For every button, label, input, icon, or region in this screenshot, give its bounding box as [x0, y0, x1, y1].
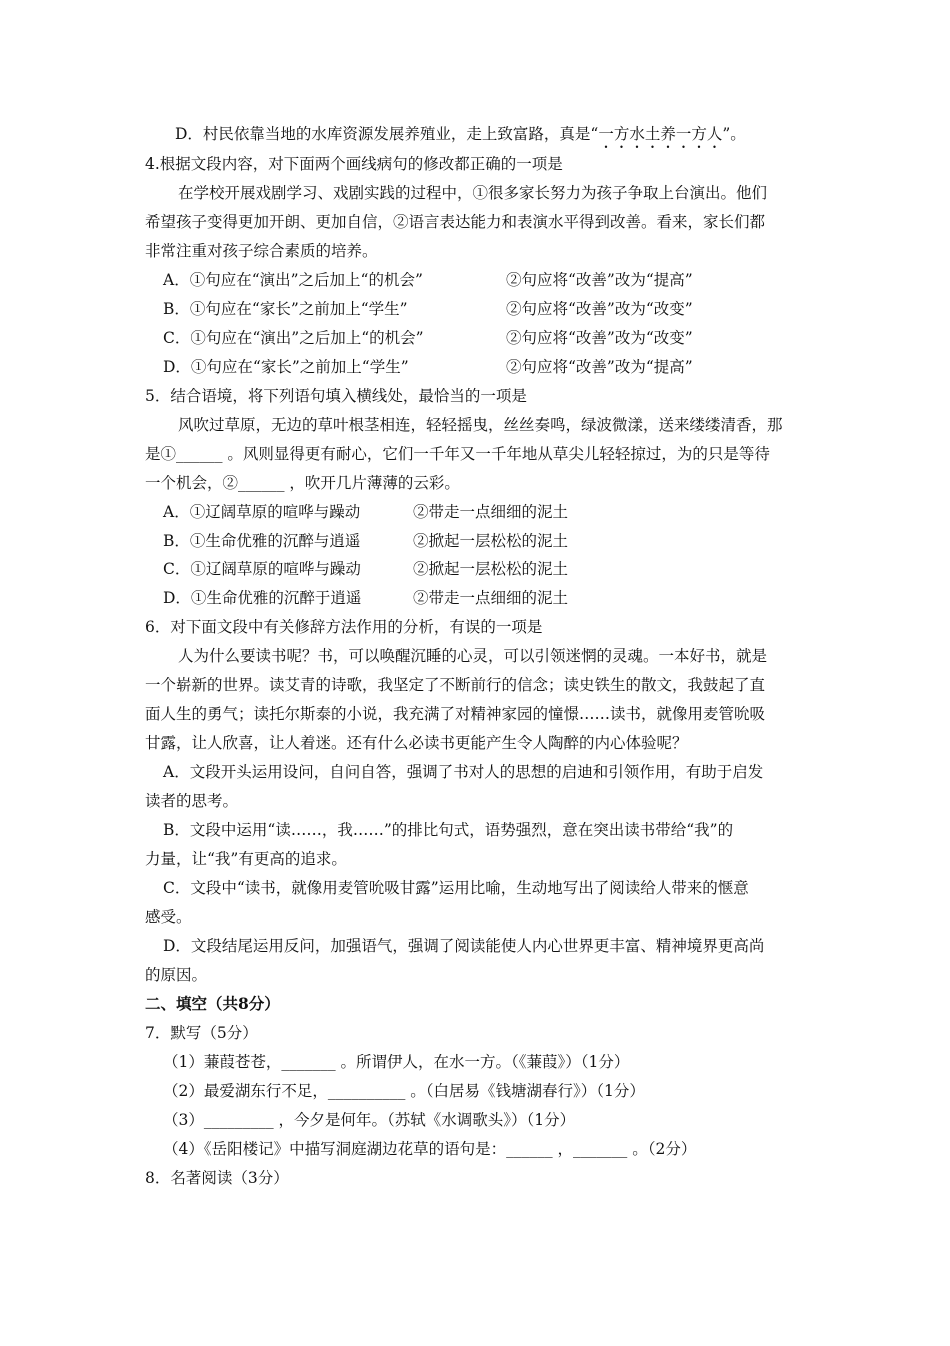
q6-passage-line: 面人生的勇气；读托尔斯泰的小说，我充满了对精神家园的憧憬……读书，就像用麦管吮吸 — [145, 705, 766, 723]
q4-option-d-part1: D．①句应在“家长”之前加上“学生” — [163, 358, 409, 376]
q5-option-c-part1: C．①辽阔草原的喧哗与躁动 — [163, 560, 361, 578]
q5-option-d-part1: D．①生命优雅的沉醉于逍遥 — [163, 589, 362, 607]
q7-item: （3）_________ ，今夕是何年。（苏轼《水调歌头》）（1分） — [163, 1111, 576, 1129]
q5-option-b — [163, 531, 828, 551]
q6-option-c: C．文段中“读书，就像用麦管吮吸甘露”运用比喻，生动地写出了阅读给人带来的惬意 — [163, 879, 749, 897]
q5-option-a-part1: A．①辽阔草原的喧哗与躁动 — [163, 503, 361, 521]
q5-passage-line: 风吹过草原，无边的草叶根茎相连，轻轻摇曳，丝丝奏鸣，绿波微漾，送来缕缕清香，那 — [178, 416, 783, 434]
q4-option-c-part1: C．①句应在“演出”之后加上“的机会” — [163, 329, 424, 347]
q4-option-a-part2: ②句应将“改善”改为“提高” — [506, 271, 693, 289]
q7-item: （2）最爱湖东行不足，__________ 。（白居易《钱塘湖春行》）（1分） — [163, 1082, 645, 1100]
q4-option-d-part2: ②句应将“改善”改为“提高” — [506, 358, 693, 376]
q6-option-a: A．文段开头运用设问，自问自答，强调了书对人的思想的启迪和引领作用，有助于启发 — [163, 763, 764, 781]
q5-option-a — [163, 502, 828, 522]
q5-option-c — [163, 559, 828, 579]
q6-passage-line: 人为什么要读书呢？书，可以唤醒沉睡的心灵，可以引领迷惘的灵魂。一本好书，就是 — [178, 647, 768, 665]
q4-option-a — [163, 270, 828, 290]
q4-option-d — [163, 357, 828, 377]
q6-option-d-cont: 的原因。 — [145, 966, 208, 984]
q4-option-b-part1: B．①句应在“家长”之前加上“学生” — [163, 300, 408, 318]
q4-option-a-part1: A．①句应在“演出”之后加上“的机会” — [163, 271, 423, 289]
q3-option-d-end: ”。 — [722, 125, 746, 143]
q6-passage-line: 甘露，让人欣喜，让人着迷。还有什么必读书更能产生令人陶醉的内心体验呢？ — [145, 734, 688, 752]
q4-stem: 4.根据文段内容，对下面两个画线病句的修改都正确的一项是 — [145, 155, 563, 173]
q6-stem: 6．对下面文段中有关修辞方法作用的分析，有误的一项是 — [145, 618, 543, 636]
q3-option-d — [175, 124, 840, 152]
q7-stem: 7．默写（5分） — [145, 1024, 258, 1042]
q4-option-c — [163, 328, 828, 348]
q5-passage-line: 是①______ 。风则显得更有耐心，它们一千年又一千年地从草尖儿轻轻掠过，为的只是等待 — [145, 445, 770, 463]
q5-option-d-part2: ②带走一点细细的泥土 — [413, 589, 569, 607]
q3-option-d-text: D．村民依靠当地的水库资源发展养殖业，走上致富路，真是“ — [175, 125, 599, 143]
q5-option-d — [163, 588, 828, 608]
q6-option-b-cont: 力量，让“我”有更高的追求。 — [145, 850, 347, 868]
q7-item: （4）《岳阳楼记》中描写洞庭湖边花草的语句是：______ ，_______ 。（2分） — [163, 1140, 697, 1158]
q7-item: （1）蒹葭苍苍，_______ 。所谓伊人，在水一方。（《蒹葭》）（1分） — [163, 1053, 630, 1071]
q5-option-b-part1: B．①生命优雅的沉醉与逍遥 — [163, 532, 361, 550]
q3-option-d-emphasis: 一方水土养一方人 — [598, 125, 723, 143]
q6-option-c-cont: 感受。 — [145, 908, 192, 926]
q5-passage-line: 一个机会，②______ ，吹开几片薄薄的云彩。 — [145, 474, 460, 492]
q5-option-b-part2: ②掀起一层松松的泥土 — [413, 532, 569, 550]
q6-option-b: B．文段中运用“读……，我……”的排比句式，语势强烈，意在突出读书带给“我”的 — [163, 821, 734, 839]
q4-option-b-part2: ②句应将“改善”改为“改变” — [506, 300, 693, 318]
q4-option-c-part2: ②句应将“改善”改为“改变” — [506, 329, 693, 347]
q6-passage-line: 一个崭新的世界。读艾青的诗歌，我坚定了不断前行的信念；读史铁生的散文，我鼓起了直 — [145, 676, 766, 694]
q5-option-a-part2: ②带走一点细细的泥土 — [413, 503, 569, 521]
q6-option-a-cont: 读者的思考。 — [145, 792, 239, 810]
q4-passage-line: 非常注重对孩子综合素质的培养。 — [145, 242, 378, 260]
q4-passage-line: 在学校开展戏剧学习、戏剧实践的过程中，①很多家长努力为孩子争取上台演出。他们 — [178, 184, 768, 202]
q4-option-b — [163, 299, 828, 319]
section-heading: 二、填空（共8分） — [145, 994, 280, 1013]
q5-stem: 5．结合语境，将下列语句填入横线处，最恰当的一项是 — [145, 387, 527, 405]
q4-passage-line: 希望孩子变得更加开朗、更加自信，②语言表达能力和表演水平得到改善。看来，家长们都 — [145, 213, 766, 231]
q5-option-c-part2: ②掀起一层松松的泥土 — [413, 560, 569, 578]
q8-stem: 8．名著阅读（3分） — [145, 1169, 289, 1187]
q6-option-d: D．文段结尾运用反问，加强语气，强调了阅读能使人内心世界更丰富、精神境界更高尚 — [163, 937, 765, 955]
